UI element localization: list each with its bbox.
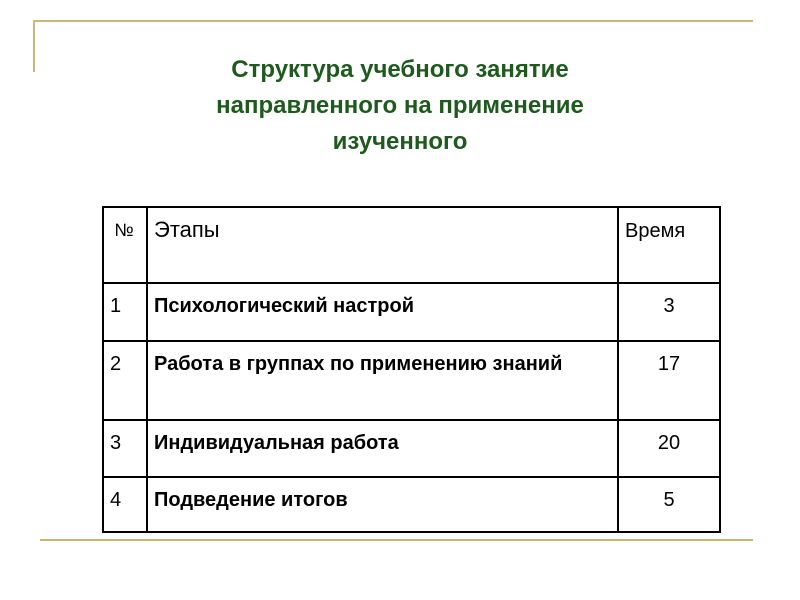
row-number: 3	[103, 420, 147, 477]
table-header-row	[103, 207, 720, 283]
header-stages: Этапы	[147, 207, 618, 283]
row-time: 3	[618, 283, 720, 341]
row-number: 4	[103, 477, 147, 532]
title-line-2: направленного на применение	[216, 92, 584, 119]
row-number: 2	[103, 341, 147, 420]
row-number: 1	[103, 283, 147, 341]
title-line-1: Структура учебного занятие	[231, 56, 569, 83]
slide-title	[0, 52, 800, 160]
decor-bottom-line	[40, 539, 753, 541]
row-time: 20	[618, 420, 720, 477]
stages-table	[102, 206, 721, 533]
decor-top-line	[33, 20, 753, 22]
title-line-3: изученного	[332, 128, 468, 155]
row-stage: Психологический настрой	[147, 283, 618, 341]
header-number: №	[103, 207, 147, 283]
table-row	[103, 341, 720, 420]
table-row	[103, 420, 720, 477]
row-stage: Работа в группах по применению знаний	[147, 341, 618, 420]
table-row	[103, 477, 720, 532]
header-time: Время	[618, 207, 720, 283]
table-row	[103, 283, 720, 341]
row-stage: Индивидуальная работа	[147, 420, 618, 477]
row-time: 17	[618, 341, 720, 420]
row-time: 5	[618, 477, 720, 532]
row-stage: Подведение итогов	[147, 477, 618, 532]
